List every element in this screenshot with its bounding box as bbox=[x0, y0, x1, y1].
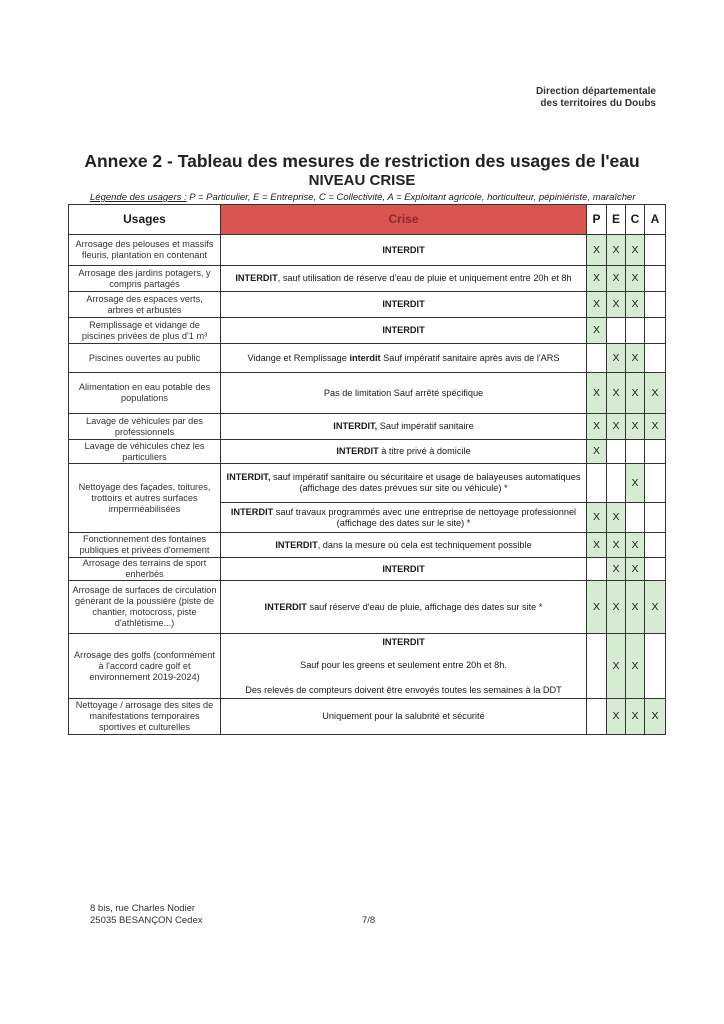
direction-line-2: des territoires du Doubs bbox=[540, 98, 656, 109]
mark-e bbox=[607, 440, 626, 464]
mark-c: X bbox=[626, 235, 645, 266]
measure-text: Sauf impératif sanitaire bbox=[377, 421, 474, 431]
mark-e: X bbox=[607, 414, 626, 440]
restriction-table bbox=[68, 204, 666, 735]
usage-cell: Remplissage et vidange de piscines privées de plus d'1 m³ bbox=[69, 318, 221, 344]
legend bbox=[90, 192, 635, 203]
measure-cell bbox=[221, 533, 587, 558]
measure-cell bbox=[221, 318, 587, 344]
mark-c bbox=[626, 318, 645, 344]
mark-p bbox=[587, 344, 607, 373]
measure-cell bbox=[221, 414, 587, 440]
measure-bold: INTERDIT bbox=[235, 273, 278, 283]
mark-e: X bbox=[607, 292, 626, 318]
header-p: P bbox=[587, 205, 607, 235]
page-number: 7/8 bbox=[362, 915, 376, 926]
measure-bold: INTERDIT bbox=[264, 601, 307, 612]
table-row bbox=[69, 581, 666, 634]
header-crise: Crise bbox=[221, 205, 587, 235]
usage-cell: Arrosage des espaces verts, arbres et arbustes bbox=[69, 292, 221, 318]
document-title: Annexe 2 - Tableau des mesures de restriction des usages de l'eau bbox=[84, 151, 640, 171]
measure-text: sauf réserve d'eau de pluie, affichage des dates sur site * bbox=[306, 601, 543, 612]
measure-text: Vidange et Remplissage bbox=[247, 352, 350, 363]
measure-bold: INTERDIT bbox=[275, 539, 318, 550]
mark-p: X bbox=[587, 503, 607, 533]
usage-cell: Arrosage de surfaces de circulation générant de la poussière (piste de chantier, motocross, piste d'athlétisme...) bbox=[69, 581, 221, 634]
mark-a bbox=[645, 440, 666, 464]
mark-c: X bbox=[626, 414, 645, 440]
usage-cell: Arrosage des golfs (conformément à l'accord cadre golf et environnement 2019-2024) bbox=[69, 634, 221, 699]
measure-bold: INTERDIT, bbox=[226, 472, 271, 482]
mark-e bbox=[607, 464, 626, 503]
measure-cell bbox=[221, 464, 587, 503]
measure-cell bbox=[221, 373, 587, 414]
mark-a bbox=[645, 292, 666, 318]
measure-bold: interdit bbox=[349, 352, 381, 363]
mark-a: X bbox=[645, 414, 666, 440]
table-row bbox=[69, 634, 666, 699]
mark-a bbox=[645, 464, 666, 503]
mark-c bbox=[626, 440, 645, 464]
measure-cell bbox=[221, 292, 587, 318]
mark-p: X bbox=[587, 373, 607, 414]
mark-a bbox=[645, 634, 666, 699]
mark-c: X bbox=[626, 464, 645, 503]
mark-e: X bbox=[607, 344, 626, 373]
mark-p: X bbox=[587, 318, 607, 344]
measure-cell bbox=[221, 266, 587, 292]
mark-a bbox=[645, 503, 666, 533]
usage-cell: Alimentation en eau potable des populations bbox=[69, 373, 221, 414]
table-row bbox=[69, 292, 666, 318]
measure-cell bbox=[221, 503, 587, 533]
mark-e: X bbox=[607, 235, 626, 266]
measure-cell bbox=[221, 235, 587, 266]
table-row bbox=[69, 558, 666, 581]
measure-bold: INTERDIT bbox=[382, 299, 425, 309]
measure-cell bbox=[221, 440, 587, 464]
header-a: A bbox=[645, 205, 666, 235]
direction-header bbox=[536, 86, 656, 110]
header-c: C bbox=[626, 205, 645, 235]
mark-p bbox=[587, 699, 607, 735]
mark-e: X bbox=[607, 581, 626, 634]
legend-label: Légende des usagers : bbox=[90, 192, 187, 203]
table-row bbox=[69, 318, 666, 344]
mark-c: X bbox=[626, 699, 645, 735]
mark-a bbox=[645, 266, 666, 292]
measure-text: Pas de limitation Sauf arrêté spécifique bbox=[323, 387, 484, 398]
mark-p bbox=[587, 464, 607, 503]
mark-c: X bbox=[626, 581, 645, 634]
usage-cell: Arrosage des pelouses et massifs fleuris, plantation en contenant bbox=[69, 235, 221, 266]
usage-cell: Nettoyage / arrosage des sites de manifestations temporaires sportives et culturelles bbox=[69, 699, 221, 735]
usage-cell: Arrosage des terrains de sport enherbés bbox=[69, 558, 221, 581]
mark-c: X bbox=[626, 558, 645, 581]
measure-text: , dans la mesure où cela est techniquement possible bbox=[317, 539, 532, 550]
table-row bbox=[69, 266, 666, 292]
measure-bold: INTERDIT bbox=[382, 325, 425, 335]
mark-e bbox=[607, 318, 626, 344]
usage-cell: Fonctionnement des fontaines publiques et privées d'ornement bbox=[69, 533, 221, 558]
address-line-2: 25035 BESANÇON Cedex bbox=[90, 915, 203, 926]
mark-c bbox=[626, 503, 645, 533]
measure-cell bbox=[221, 581, 587, 634]
measure-text: Des relevés de compteurs doivent être envoyés toutes les semaines à la DDT bbox=[245, 684, 562, 695]
table-row bbox=[69, 373, 666, 414]
usage-cell: Lavage de véhicules chez les particuliers bbox=[69, 440, 221, 464]
mark-c: X bbox=[626, 266, 645, 292]
table-row bbox=[69, 440, 666, 464]
measure-text: , sauf utilisation de réserve d'eau de pluie et uniquement entre 20h et 8h bbox=[277, 273, 572, 283]
table-header-row bbox=[69, 205, 666, 235]
measure-cell bbox=[221, 699, 587, 735]
measure-text: à titre privé à domicile bbox=[378, 446, 471, 456]
mark-p bbox=[587, 558, 607, 581]
mark-a: X bbox=[645, 581, 666, 634]
table-row bbox=[69, 414, 666, 440]
mark-a bbox=[645, 235, 666, 266]
measure-bold: INTERDIT bbox=[336, 446, 379, 456]
measure-cell bbox=[221, 344, 587, 373]
direction-line-1: Direction départementale bbox=[535, 86, 656, 97]
address-line-1: 8 bis, rue Charles Nodier bbox=[90, 903, 196, 914]
usage-cell: Arrosage des jardins potagers, y compris partagés bbox=[69, 266, 221, 292]
usage-cell: Lavage de véhicules par des professionnels bbox=[69, 414, 221, 440]
mark-c: X bbox=[626, 292, 645, 318]
mark-a: X bbox=[645, 373, 666, 414]
mark-a bbox=[645, 344, 666, 373]
measure-cell bbox=[221, 558, 587, 581]
mark-e: X bbox=[607, 373, 626, 414]
measure-text: Sauf impératif sanitaire après avis de l'ARS bbox=[380, 352, 560, 363]
header-e: E bbox=[607, 205, 626, 235]
measure-bold: INTERDIT bbox=[382, 636, 425, 647]
usage-cell: Piscines ouvertes au public bbox=[69, 344, 221, 373]
mark-e: X bbox=[607, 699, 626, 735]
measure-bold: INTERDIT bbox=[230, 506, 274, 517]
measure-cell bbox=[221, 634, 587, 699]
mark-c: X bbox=[626, 634, 645, 699]
mark-p: X bbox=[587, 266, 607, 292]
header-usages: Usages bbox=[69, 205, 221, 235]
measure-text: sauf impératif sanitaire ou sécuritaire et usage de balayeuses automatiques (affichage des dates prévues sur site ou véhicule) * bbox=[270, 472, 581, 493]
table-row bbox=[69, 235, 666, 266]
mark-a: X bbox=[645, 699, 666, 735]
measure-bold: INTERDIT bbox=[382, 244, 425, 255]
mark-c: X bbox=[626, 533, 645, 558]
mark-p: X bbox=[587, 235, 607, 266]
measure-text: Uniquement pour la salubrité et sécurité bbox=[322, 711, 485, 721]
footer-address bbox=[90, 903, 202, 927]
table-row bbox=[69, 533, 666, 558]
mark-e: X bbox=[607, 558, 626, 581]
mark-e: X bbox=[607, 503, 626, 533]
legend-text: P = Particulier, E = Entreprise, C = Collectivité, A = Exploitant agricole, horticulteur, pépiniériste, maraîcher bbox=[189, 192, 636, 203]
measure-text: sauf travaux programmés avec une entreprise de nettoyage professionnel (affichage des dates sur le site) * bbox=[273, 506, 577, 528]
mark-c: X bbox=[626, 373, 645, 414]
mark-p bbox=[587, 634, 607, 699]
mark-c: X bbox=[626, 344, 645, 373]
mark-e: X bbox=[607, 634, 626, 699]
table-row bbox=[69, 464, 666, 503]
measure-text: Sauf pour les greens et seulement entre 20h et 8h. bbox=[300, 659, 507, 670]
mark-e: X bbox=[607, 266, 626, 292]
mark-e: X bbox=[607, 533, 626, 558]
document-subtitle: NIVEAU CRISE bbox=[308, 172, 416, 189]
mark-p: X bbox=[587, 440, 607, 464]
usage-cell: Nettoyage des façades, toitures, trottoirs et autres surfaces imperméabilisées bbox=[69, 464, 221, 533]
table-row bbox=[69, 344, 666, 373]
mark-p: X bbox=[587, 581, 607, 634]
mark-p: X bbox=[587, 414, 607, 440]
measure-bold: INTERDIT, bbox=[333, 421, 378, 431]
mark-a bbox=[645, 318, 666, 344]
table-row bbox=[69, 699, 666, 735]
mark-a bbox=[645, 558, 666, 581]
mark-a bbox=[645, 533, 666, 558]
mark-p: X bbox=[587, 533, 607, 558]
measure-bold: INTERDIT bbox=[382, 563, 425, 574]
mark-p: X bbox=[587, 292, 607, 318]
